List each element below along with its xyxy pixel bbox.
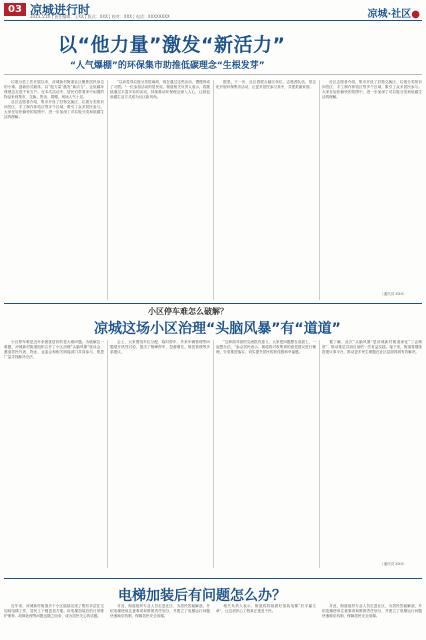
article1-column-4 xyxy=(322,80,422,290)
article3-title: 电梯加装后有问题怎么办？ xyxy=(118,588,286,604)
article3-column-1 xyxy=(4,604,104,638)
article3-p1: 近年来，凉城新村街道多个小区陆续完成了既有多层住宅加装电梯工作，居民上下楼更加方便。但电梯加装后的日常维护保养、故障处理等问题也随之而来，成为居民关心的话题。 xyxy=(4,604,104,618)
article2-column-1 xyxy=(4,340,104,568)
article2-p4: 据了解，此次“头脑风暴”是凉城新村街道深化“三会制度”、推动基层共治自治的一次有益实践。接下来，街道将继续搭建议事平台，推动更多民生难题在社区层面得到有效解决。 xyxy=(322,340,422,354)
article1-p2-repeat: 社区志愿者介绍，集市开设了旧物交换区、垃圾分类知识问答区、手工制作体验区等多个区域，吸引了众多居民参与。大家在轻松愉快的氛围中，进一步加深了对垃圾分类和低碳生活的理解。 xyxy=(322,80,422,99)
article3-column-3 xyxy=(216,604,316,638)
article2-p2: 会上，大家围绕车位分配、临时停车、外来车辆管理等问题展开热烈讨论，提出了错峰停车、挖潜增位、规范管理等多条建议。 xyxy=(110,340,210,354)
article1-title: 以“他力量”激发“新活力” xyxy=(58,34,286,56)
masthead-meta: 2023.5.10 | 责任编辑：王XX | 版式：XXX | 校对：XXX | 电话：XXXXXXXX xyxy=(30,14,170,19)
article1-paragraph xyxy=(110,80,210,100)
article3-paragraph xyxy=(216,604,316,614)
column-rule xyxy=(107,340,108,568)
article2-paragraph xyxy=(110,340,210,355)
article3-paragraph xyxy=(322,604,422,619)
column-rule xyxy=(213,80,214,300)
article2-p1: 小区停车难是近年来困扰居民的老大难问题。为破解这一难题，凉城新村街道组织召开了小区治理“头脑风暴”座谈会，邀请居民代表、物业、业委会和相关职能部门共同参与，集思广益寻找解决办法。 xyxy=(4,340,104,359)
article1-subtitle: “人气爆棚”的环保集市助推低碳理念“生根发芽” xyxy=(70,61,265,71)
article2-column-3 xyxy=(216,340,316,568)
article2-paragraph xyxy=(4,340,104,360)
article1-paragraph xyxy=(216,80,316,90)
article2-column-2 xyxy=(110,340,210,568)
article1-p1: 垃圾分类工作开展以来，凉城新村街道社区聚焦居民身边的小事，创新形式载体，以“他力量”激发“新活力”，让低碳环保理念走进千家万户。在本次活动中，居民们带着家中闲置的物品来到集市，交换、售卖、捐赠，现场人气十足。 xyxy=(4,80,104,99)
corner-dot: ● xyxy=(411,9,420,20)
article1-p2: 社区志愿者介绍，集市开设了旧物交换区、垃圾分类知识问答区、手工制作体验区等多个区域，吸引了众多居民参与。大家在轻松愉快的氛围中，进一步加深了对垃圾分类和低碳生活的理解。 xyxy=(4,100,104,119)
article3-top-rule xyxy=(4,578,422,579)
corner-title xyxy=(367,5,420,20)
page-number: 03 xyxy=(4,3,26,16)
section-title: 凉城进行时 xyxy=(30,3,91,17)
article3-p3: 相关负责人表示，街道将持续做好加装电梯“后半篇文章”，让这项民心工程真正惠及于民。 xyxy=(216,604,316,613)
article2-paragraph xyxy=(216,340,316,355)
article1-rule xyxy=(4,74,422,75)
article3-p2: 对此，街道组织专业人员走进社区，为居民答疑解惑，介绍电梯使用注意事项和维保责任划分，并建立了电梯运行问题快速响应机制，保障居民安全用梯。 xyxy=(110,604,210,618)
column-rule xyxy=(107,80,108,300)
masthead-rule xyxy=(4,20,422,21)
article1-paragraph xyxy=(4,100,104,120)
article1-paragraph xyxy=(322,80,422,100)
article1-column-2 xyxy=(110,80,210,302)
article1-column-3 xyxy=(216,80,316,302)
article1-p3: “以前觉得垃圾分类很麻烦，现在通过这些活动，慢慢养成了习惯。”一位参加活动的居民说。街道相关负责人表示，将继续通过丰富多彩的活动，持续推动环保理念深入人心，让绿色低碳生活方式成为社区新风尚。 xyxy=(110,80,210,99)
article2-p3: “这种面对面的交流很有意义，大家把问题摆在桌面上，一起想办法。”参会居民表示。街道将对收集到的意见建议进行梳理，分类推进落实，切实提升居民的获得感和幸福感。 xyxy=(216,340,316,354)
article2-byline: （通讯员 XXX） xyxy=(380,562,407,566)
masthead xyxy=(0,0,426,22)
article2-column-4 xyxy=(322,340,422,560)
column-rule xyxy=(319,340,320,568)
article3-paragraph xyxy=(110,604,210,619)
article3-column-4 xyxy=(322,604,422,638)
article1-byline: （通讯员 XXX） xyxy=(380,292,407,296)
column-rule xyxy=(319,80,320,300)
article3-column-2 xyxy=(110,604,210,638)
article2-top-rule xyxy=(4,303,422,304)
article1-column-1 xyxy=(4,80,104,302)
article3-p2-repeat: 对此，街道组织专业人员走进社区，为居民答疑解惑，介绍电梯使用注意事项和维保责任划分，并建立了电梯运行问题快速响应机制，保障居民安全用梯。 xyxy=(322,604,422,618)
article2-kicker: 小区停车难怎么破解？ xyxy=(148,307,228,316)
article2-paragraph xyxy=(322,340,422,355)
article1-p4: 据悉，下一步，社区将联合辖区单位、志愿者队伍，常态化开展环保集市活动，让更多居民参与其中，共建美丽家园。 xyxy=(216,80,316,89)
corner-title-text: 凉城·社区 xyxy=(367,9,412,20)
article2-title: 凉城这场小区治理“头脑风暴”有“道道” xyxy=(94,321,341,337)
column-rule xyxy=(213,340,214,568)
article1-paragraph xyxy=(4,80,104,100)
article3-paragraph xyxy=(4,604,104,619)
